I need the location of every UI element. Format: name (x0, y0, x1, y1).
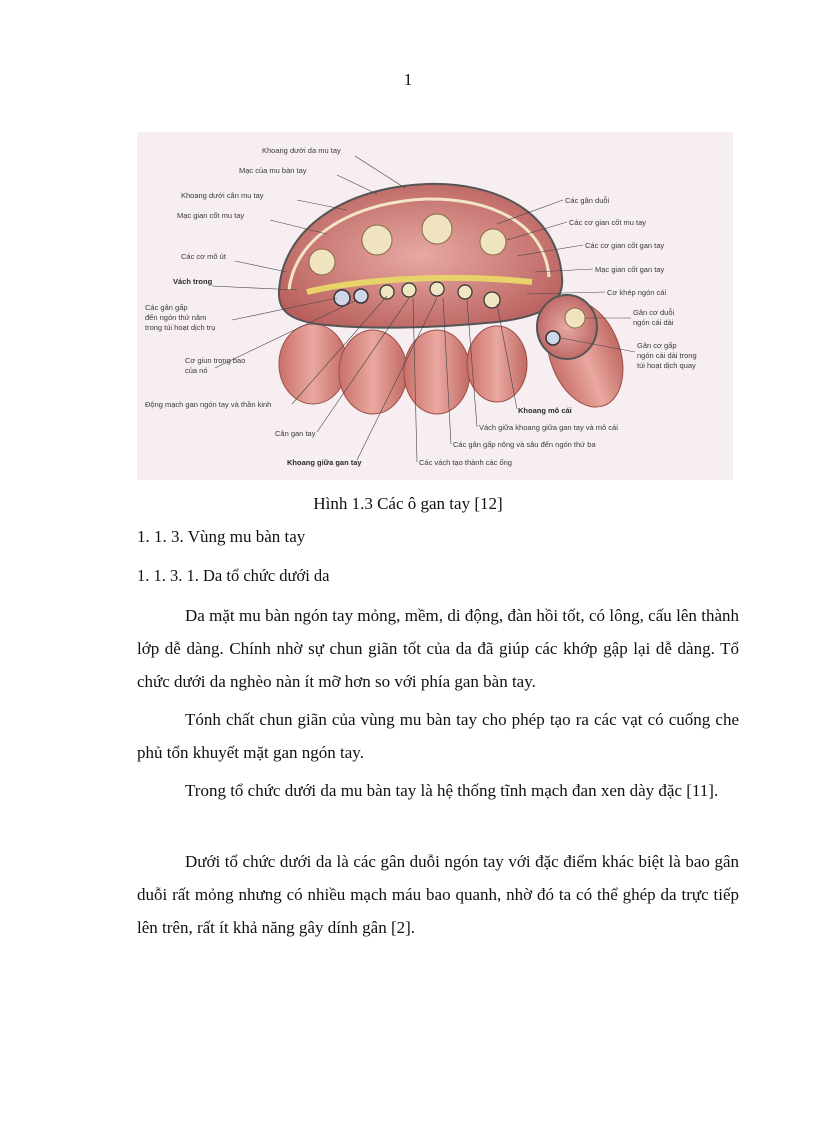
label-den-ngon-thu-nam: đến ngón thứ năm (145, 313, 207, 322)
label-cac-co-mo-ut: Các cơ mô út (181, 252, 226, 261)
label-cac-gan-gap-nong-va-sau: Các gân gấp nông và sâu đến ngón thứ ba (453, 440, 596, 449)
paragraph-3: Trong tổ chức dưới da mu bàn tay là hệ thống tĩnh mạch đan xen dày đặc [11]. (185, 781, 719, 800)
label-can-gan-tay: Cân gan tay (275, 429, 316, 438)
label-tui-hoat-dich-tru: trong túi hoạt dịch trụ (145, 323, 216, 332)
label-co-giun: Cơ giun trong bao (185, 356, 246, 365)
thumb-section (533, 290, 636, 417)
label-cac-vach-tao-thanh-cac-ong: Các vách tạo thành các ống (419, 458, 512, 467)
label-co-khep-ngon-cai: Cơ khép ngón cái (607, 288, 667, 297)
label-tui-hoat-dich-quay: túi hoạt dịch quay (637, 361, 696, 370)
figure-caption: Hình 1.3 Các ô gan tay [12] (313, 494, 503, 513)
label-khoang-mo-cai: Khoang mô cái (518, 406, 572, 415)
label-mac-cua-mu-ban-tay: Mạc của mu bàn tay (239, 166, 307, 175)
label-cac-co-gian-cot-mu-tay: Các cơ gian cốt mu tay (569, 218, 647, 227)
label-khoang-duoi-da-mu-tay: Khoang dưới da mu tay (262, 146, 341, 155)
section-heading: 1. 1. 3. Vùng mu bàn tay (137, 527, 306, 546)
label-khoang-duoi-can-mu-tay: Khoang dưới cân mu tay (181, 191, 264, 200)
label-cac-gan-gap: Các gân gấp (145, 303, 188, 312)
label-mac-gian-cot-gan-tay: Mạc gian cốt gan tay (595, 265, 665, 274)
label-ngon-cai-dai: ngón cái dài (633, 318, 674, 327)
anatomy-figure (137, 132, 733, 480)
label-cua-no: của nó (185, 366, 208, 375)
label-vach-trong: Vách trong (173, 277, 213, 286)
paragraph-2: Tónh chất chun giãn của vùng mu bàn tay cho phép tạo ra các vạt có cuống che phủ tổn khuyết mặt gan ngón tay. (137, 710, 739, 762)
label-vach-giua-khoang: Vách giữa khoang giữa gan tay và mô cái (479, 423, 618, 432)
label-gan-co-gap: Gân cơ gấp (637, 341, 677, 350)
label-ngon-cai-dai-trong: ngón cái dài trong (637, 351, 697, 360)
label-khoang-giua-gan-tay: Khoang giữa gan tay (287, 458, 362, 467)
label-dong-mach: Động mạch gan ngón tay và thần kinh (145, 400, 272, 409)
label-cac-gan-duoi: Các gân duỗi (565, 196, 610, 205)
hand-cross-section-illustration (137, 132, 733, 480)
label-cac-co-gian-cot-gan-tay: Các cơ gian cốt gan tay (585, 241, 665, 250)
paragraph-1: Da mặt mu bàn ngón tay mỏng, mềm, di động, đàn hồi tốt, có lông, cấu lên thành lớp dễ dàng. Chính nhờ sự chun giãn tốt của da đã giúp các khớp gập lại dễ dàng. Tổ chức dưới da nghèo nàn ít mỡ hơn so với phía gan bàn tay. (137, 606, 739, 691)
paragraph-4: Dưới tổ chức dưới da là các gân duỗi ngón tay với đặc điểm khác biệt là bao gân duỗi rất mỏng nhưng có nhiều mạch máu bao quanh, nhờ đó ta có thể ghép da trực tiếp lên trên, rất ít khả năng gây dính gân [2]. (137, 852, 739, 937)
label-mac-gian-cot-mu-tay: Mạc gian cốt mu tay (177, 211, 245, 220)
page-number: 1 (403, 70, 413, 89)
subsection-heading: 1. 1. 3. 1. Da tổ chức dưới da (137, 566, 330, 585)
fingers (279, 324, 527, 414)
label-gan-co-duoi: Gân cơ duỗi (633, 308, 675, 317)
